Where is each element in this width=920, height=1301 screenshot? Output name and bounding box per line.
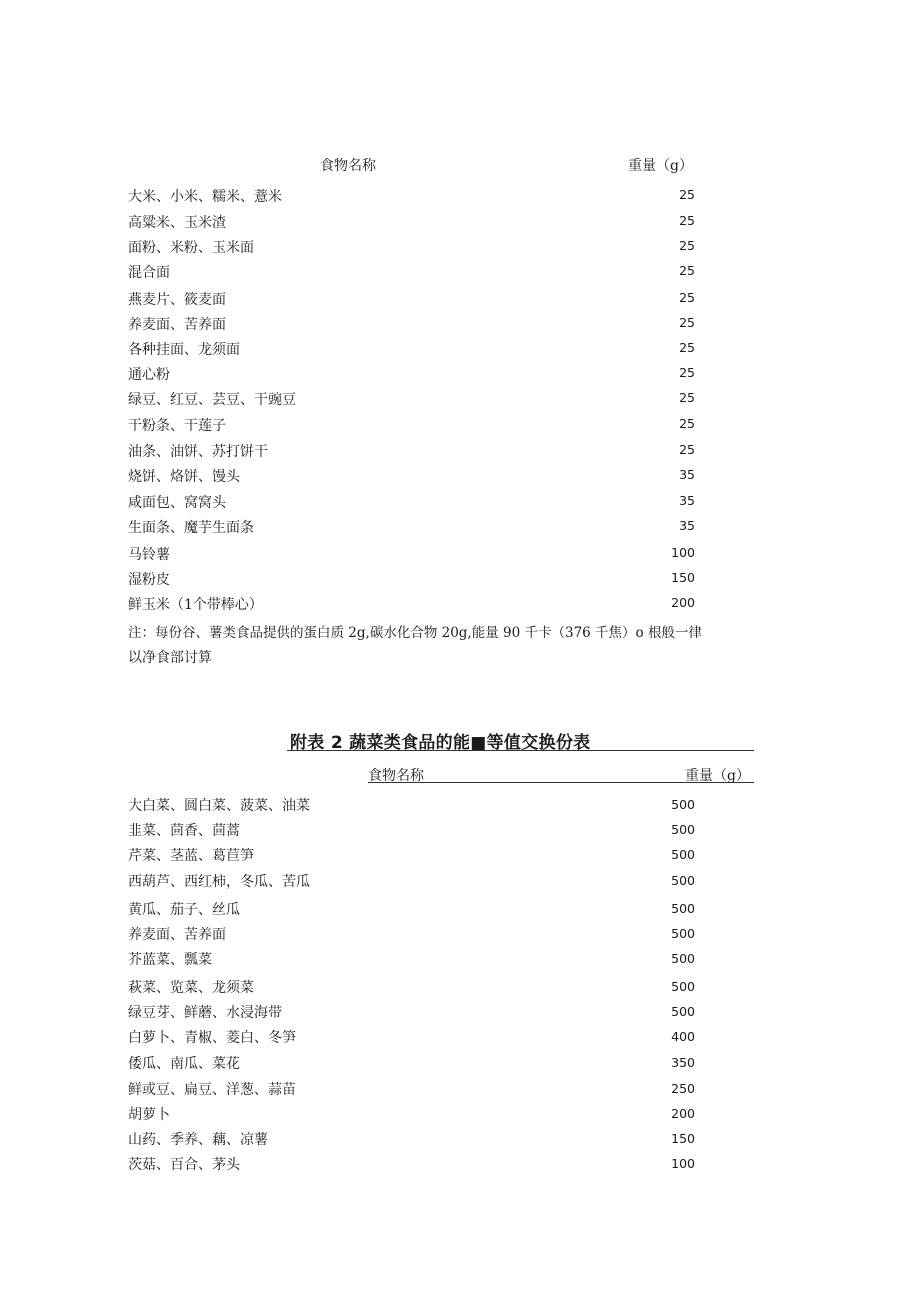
table-row-name: 湿粉皮 [128,572,170,588]
table-row-name: 西葫芦、西红柿，冬瓜、苦瓜 [128,874,310,890]
table-row-weight: 100 [671,1156,695,1171]
table-row-weight: 500 [671,901,695,916]
table-row-name: 绿豆、红豆、芸豆、干豌豆 [128,392,296,408]
table-row-name: 萩菜、览菜、龙须菜 [128,980,254,996]
table-row-weight: 500 [671,822,695,837]
table-row-weight: 150 [671,570,695,585]
table-row-weight: 500 [671,951,695,966]
table2-title: 附表 2 蔬菜类食品的能■等值交换份表 [290,733,591,753]
table-row-weight: 250 [671,1081,695,1096]
table-row-weight: 25 [679,390,695,405]
table-row-weight: 200 [671,595,695,610]
table-row-name: 山药、季养、藕、凉薯 [128,1132,268,1148]
table-row-name: 咸面包、窝窝头 [128,495,226,511]
header-underline [368,782,754,783]
table-row-weight: 25 [679,213,695,228]
table-row-name: 黄瓜、茄子、丝瓜 [128,902,240,918]
title-underline [287,750,754,751]
table-row-weight: 25 [679,290,695,305]
table-row-weight: 25 [679,187,695,202]
table-row-weight: 500 [671,847,695,862]
table-row-weight: 25 [679,340,695,355]
table-row-weight: 400 [671,1029,695,1044]
table-row-name: 茨菇、百合、茅头 [128,1157,240,1173]
table-row-name: 养麦面、苦养面 [128,317,226,333]
table-row-weight: 500 [671,926,695,941]
table-row-weight: 500 [671,873,695,888]
table-row-name: 面粉、米粉、玉米面 [128,240,254,256]
table1-note-line1: 注：每份谷、薯类食品提供的蛋白质 2g,碳水化合物 20g,能量 90 千卡（376 千焦）o 根般一律 [128,625,702,641]
table-row-name: 燕麦片、筱麦面 [128,292,226,308]
table-row-name: 各种挂面、龙须面 [128,342,240,358]
table-row-name: 混合面 [128,265,170,281]
table-row-weight: 25 [679,263,695,278]
table-row-weight: 200 [671,1106,695,1121]
table-row-name: 大米、小米、糯米、薏米 [128,189,282,205]
table-row-name: 烧饼、烙饼、馒头 [128,469,240,485]
table-row-name: 韭菜、茴香、茴蒿 [128,823,240,839]
table-row-weight: 25 [679,365,695,380]
table-row-name: 通心粉 [128,367,170,383]
table-row-weight: 100 [671,545,695,560]
table-row-name: 芹菜、茎蓝、葛苣笋 [128,848,254,864]
table1-header-name: 食物名称 [320,158,376,174]
table-row-weight: 150 [671,1131,695,1146]
table-row-weight: 35 [679,493,695,508]
table-row-name: 白萝卜、青椒、菱白、冬笋 [128,1030,296,1046]
table-row-weight: 35 [679,467,695,482]
table-row-weight: 500 [671,797,695,812]
table-row-name: 高粱米、玉米渣 [128,215,226,231]
table-row-name: 绿豆芽、鲜蘑、水浸海带 [128,1005,282,1021]
table-row-weight: 35 [679,518,695,533]
table-row-name: 马铃薯 [128,547,170,563]
table-row-weight: 350 [671,1055,695,1070]
table-row-weight: 25 [679,442,695,457]
table-row-name: 干粉条、干莲子 [128,418,226,434]
table2-header-weight: 重量（g） [685,768,750,784]
table-row-name: 生面条、魔芋生面条 [128,520,254,536]
table-row-name: 鲜或豆、扁豆、洋葱、蒜苗 [128,1082,296,1098]
table-row-weight: 500 [671,1004,695,1019]
table1-header-weight: 重量（g） [628,158,693,174]
table-row-weight: 500 [671,979,695,994]
table-row-name: 鲜玉米（1个带棒心） [128,597,263,613]
table-row-name: 油条、油饼、苏打饼干 [128,444,268,460]
table-row-weight: 25 [679,416,695,431]
table-row-name: 大白菜、圆白菜、菠菜、油菜 [128,798,310,814]
table2-header-name: 食物名称 [368,768,424,784]
table-row-name: 胡萝卜 [128,1107,170,1123]
table-row-name: 养麦面、苦养面 [128,927,226,943]
table-row-weight: 25 [679,315,695,330]
table1-note-line2: 以净食部讨算 [128,650,212,666]
table-row-name: 芥蓝菜、瓢菜 [128,952,212,968]
table-row-weight: 25 [679,238,695,253]
table-row-name: 倭瓜、南瓜、菜花 [128,1056,240,1072]
